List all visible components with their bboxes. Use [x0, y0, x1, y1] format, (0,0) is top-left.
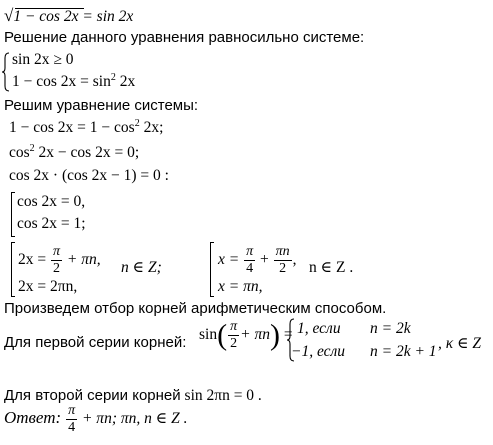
set4-line-a: x = $\frac{\pi}{4}$ + $\frac{\pi n}{2}$ , — [218, 244, 297, 276]
set-bracket-3-top — [11, 242, 15, 243]
case-k-condition: , κ ∈ Z — [438, 335, 482, 352]
set2-line-a: cos 2x = 0, — [17, 193, 86, 210]
fraction-pi-over-2: $\frac{\pi}{2}$ — [53, 244, 61, 276]
answer-line: Ответ: $\frac{\pi}{4}$ + πn; πn, n ∈ Z . — [4, 403, 188, 435]
system1-line-b: $1 - \cos 2x = \sin^2 2x$ — [12, 72, 136, 90]
first-series-expression: sin( $\frac{\pi}{2}$ + πn) = — [199, 318, 293, 352]
step-equation-1: $1 - \cos 2x = 1 - \cos^2 2x$; — [9, 118, 164, 136]
answer-label: Ответ: — [4, 408, 62, 428]
equation-text: 1 − cos 2x = sin 2x — [13, 8, 134, 25]
sqrt-overline — [15, 8, 84, 9]
text-line-root-selection: Произведем отбор корней арифметическим способом. — [4, 300, 387, 317]
fraction-pi-over-4: $\frac{\pi}{4}$ — [246, 244, 254, 276]
set-bracket-4 — [210, 242, 211, 296]
set-bracket-2 — [11, 192, 12, 236]
case-1-value: 1, если — [297, 320, 341, 337]
system1-line-a: sin 2x ≥ 0 — [12, 51, 74, 68]
fraction-pi-over-4-answer: $\frac{\pi}{4}$ — [68, 403, 76, 435]
fraction-pi-over-2-b: $\frac{\pi}{2}$ — [230, 319, 238, 351]
sqrt-sign: √ — [4, 6, 14, 25]
set3-condition: n ∈ Z; — [121, 259, 162, 276]
set4-line-b: x = πn, — [218, 278, 263, 295]
set2-line-b: cos 2x = 1; — [17, 215, 86, 232]
equation-line — [4, 6, 133, 26]
case-2-condition: n = 2k + 1 — [370, 343, 437, 360]
set-bracket-2-bottom — [11, 236, 15, 237]
set-bracket-3 — [11, 242, 12, 296]
step-equation-2: $\cos^2 2x - \cos 2x = 0$; — [9, 143, 140, 161]
case-1-condition: n = 2k — [370, 320, 411, 337]
set3-line-b: 2x = 2πn, — [18, 278, 78, 295]
text-line-system-intro: Решение данного уравнения равносильно системе: — [4, 29, 365, 46]
case-2-value: −1, если — [291, 343, 346, 360]
second-series-line: Для второй серии корней sin 2πn = 0 . — [4, 387, 262, 404]
set-bracket-2-top — [11, 192, 15, 193]
text-line-solve-system: Решим уравнение системы: — [4, 97, 199, 114]
set3-line-a: 2x = $\frac{\pi}{2}$ + πn, — [18, 244, 101, 276]
step-equation-3: cos 2x · (cos 2x − 1) = 0 : — [9, 167, 169, 184]
set-bracket-3-bottom — [11, 296, 15, 297]
set-bracket-4-bottom — [210, 296, 214, 297]
text-first-series: Для первой серии корней: — [4, 334, 187, 351]
set4-condition: n ∈ Z . — [309, 259, 354, 276]
system-brace-1 — [2, 52, 10, 92]
set-bracket-4-top — [210, 242, 214, 243]
fraction-pin-over-2: $\frac{\pi n}{2}$ — [275, 244, 290, 276]
